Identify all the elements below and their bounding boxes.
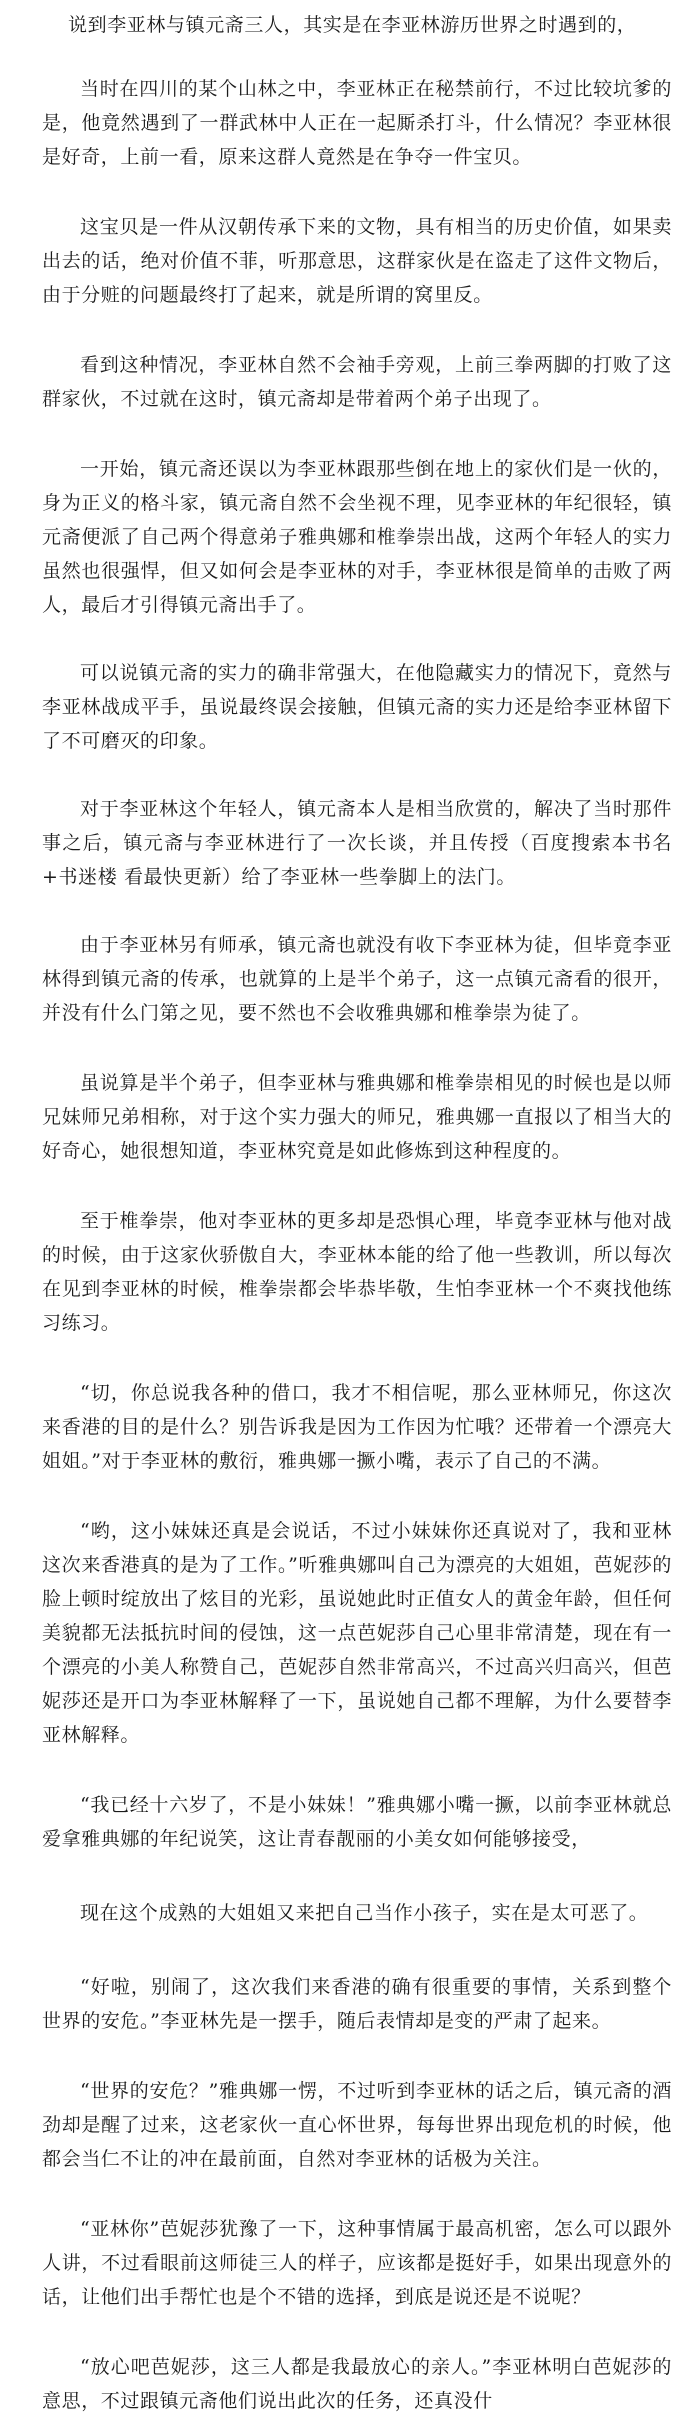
paragraph-2: 当时在四川的某个山林之中，李亚林正在秘禁前行，不过比较坑爹的是，他竟然遇到了一群武林中人正在一起厮杀打斗，什么情况？李亚林很是好奇，上前一看，原来这群人竟然是在争夺一件宝贝。 [42,78,672,168]
paragraph-9: 虽说算是半个弟子，但李亚林与雅典娜和椎拳崇相见的时候也是以师兄妹师兄弟相称，对于这个实力强大的师兄，雅典娜一直报以了相当大的好奇心，她很想知道，李亚林究竟是如此修炼到这种程度的。 [42,1072,672,1162]
paragraph-15: “好啦，别闹了，这次我们来香港的确有很重要的事情，关系到整个世界的安危。”李亚林先是一摆手，随后表情却是变的严肃了起来。 [42,1976,672,2032]
paragraph-10: 至于椎拳崇，他对李亚林的更多却是恐惧心理，毕竟李亚林与他对战的时候，由于这家伙骄傲自大，李亚林本能的给了他一些教训，所以每次在见到李亚林的时候，椎拳崇都会毕恭毕敬，生怕李亚林一个不爽找他练习练习。 [42,1210,672,1334]
paragraph-5: 一开始，镇元斋还误以为李亚林跟那些倒在地上的家伙们是一伙的，身为正义的格斗家，镇元斋自然不会坐视不理，见李亚林的年纪很轻，镇元斋便派了自己两个得意弟子雅典娜和椎拳崇出战，这两个年轻人的实力虽然也很强悍，但又如何会是李亚林的对手，李亚林很是简单的击败了两人，最后才引得镇元斋出手了。 [42,458,672,616]
paragraph-4: 看到这种情况，李亚林自然不会袖手旁观，上前三拳两脚的打败了这群家伙，不过就在这时，镇元斋却是带着两个弟子出现了。 [42,354,672,410]
paragraph-13: “我已经十六岁了，不是小妹妹！”雅典娜小嘴一撅，以前李亚林就总爱拿雅典娜的年纪说笑，这让青春靓丽的小美女如何能够接受， [42,1794,672,1850]
paragraph-16: “世界的安危？”雅典娜一愣，不过听到李亚林的话之后，镇元斋的酒劲却是醒了过来，这老家伙一直心怀世界，每每世界出现危机的时候，他都会当仁不让的冲在最前面，自然对李亚林的话极为关注。 [42,2080,672,2170]
paragraph-7: 对于李亚林这个年轻人，镇元斋本人是相当欣赏的，解决了当时那件事之后，镇元斋与李亚林进行了一次长谈，并且传授（百度搜索本书名+书迷楼 看最快更新）给了李亚林一些拳脚上的法门。 [42,798,672,888]
paragraph-1: 说到李亚林与镇元斋三人，其实是在李亚林游历世界之时遇到的， [68,14,637,36]
paragraph-17: “亚林你”芭妮莎犹豫了一下，这种事情属于最高机密，怎么可以跟外人讲，不过看眼前这师徒三人的样子，应该都是挺好手，如果出现意外的话，让他们出手帮忙也是个不错的选择，到底是说还是不说呢？ [42,2218,672,2308]
paragraph-12: “哟，这小妹妹还真是会说话，不过小妹妹你还真说对了，我和亚林这次来香港真的是为了工作。”听雅典娜叫自己为漂亮的大姐姐，芭妮莎的脸上顿时绽放出了炫目的光彩，虽说她此时正值女人的黄金年龄，但任何美貌都无法抵抗时间的侵蚀，这一点芭妮莎自己心里非常清楚，现在有一个漂亮的小美人称赞自己，芭妮莎自然非常高兴，不过高兴归高兴，但芭妮莎还是开口为李亚林解释了一下，虽说她自己都不理解，为什么要替李亚林解释。 [42,1520,672,1746]
paragraph-3: 这宝贝是一件从汉朝传承下来的文物，具有相当的历史价值，如果卖出去的话，绝对价值不菲，听那意思，这群家伙是在盗走了这件文物后，由于分赃的问题最终打了起来，就是所谓的窝里反。 [42,216,672,306]
paragraph-18: “放心吧芭妮莎，这三人都是我最放心的亲人。”李亚林明白芭妮莎的意思，不过跟镇元斋他们说出此次的任务，还真没什 [42,2356,672,2412]
paragraph-6: 可以说镇元斋的实力的确非常强大，在他隐藏实力的情况下，竟然与李亚林战成平手，虽说最终误会接触，但镇元斋的实力还是给李亚林留下了不可磨灭的印象。 [42,662,672,752]
paragraph-8: 由于李亚林另有师承，镇元斋也就没有收下李亚林为徒，但毕竟李亚林得到镇元斋的传承，也就算的上是半个弟子，这一点镇元斋看的很开，并没有什么门第之见，要不然也不会收雅典娜和椎拳崇为徒了。 [42,934,672,1024]
paragraph-11: “切，你总说我各种的借口，我才不相信呢，那么亚林师兄，你这次来香港的目的是什么？别告诉我是因为工作因为忙哦？还带着一个漂亮大姐姐。”对于李亚林的敷衍，雅典娜一撅小嘴，表示了自己的不满。 [42,1382,672,1472]
paragraph-14: 现在这个成熟的大姐姐又来把自己当作小孩子，实在是太可恶了。 [80,1902,649,1924]
